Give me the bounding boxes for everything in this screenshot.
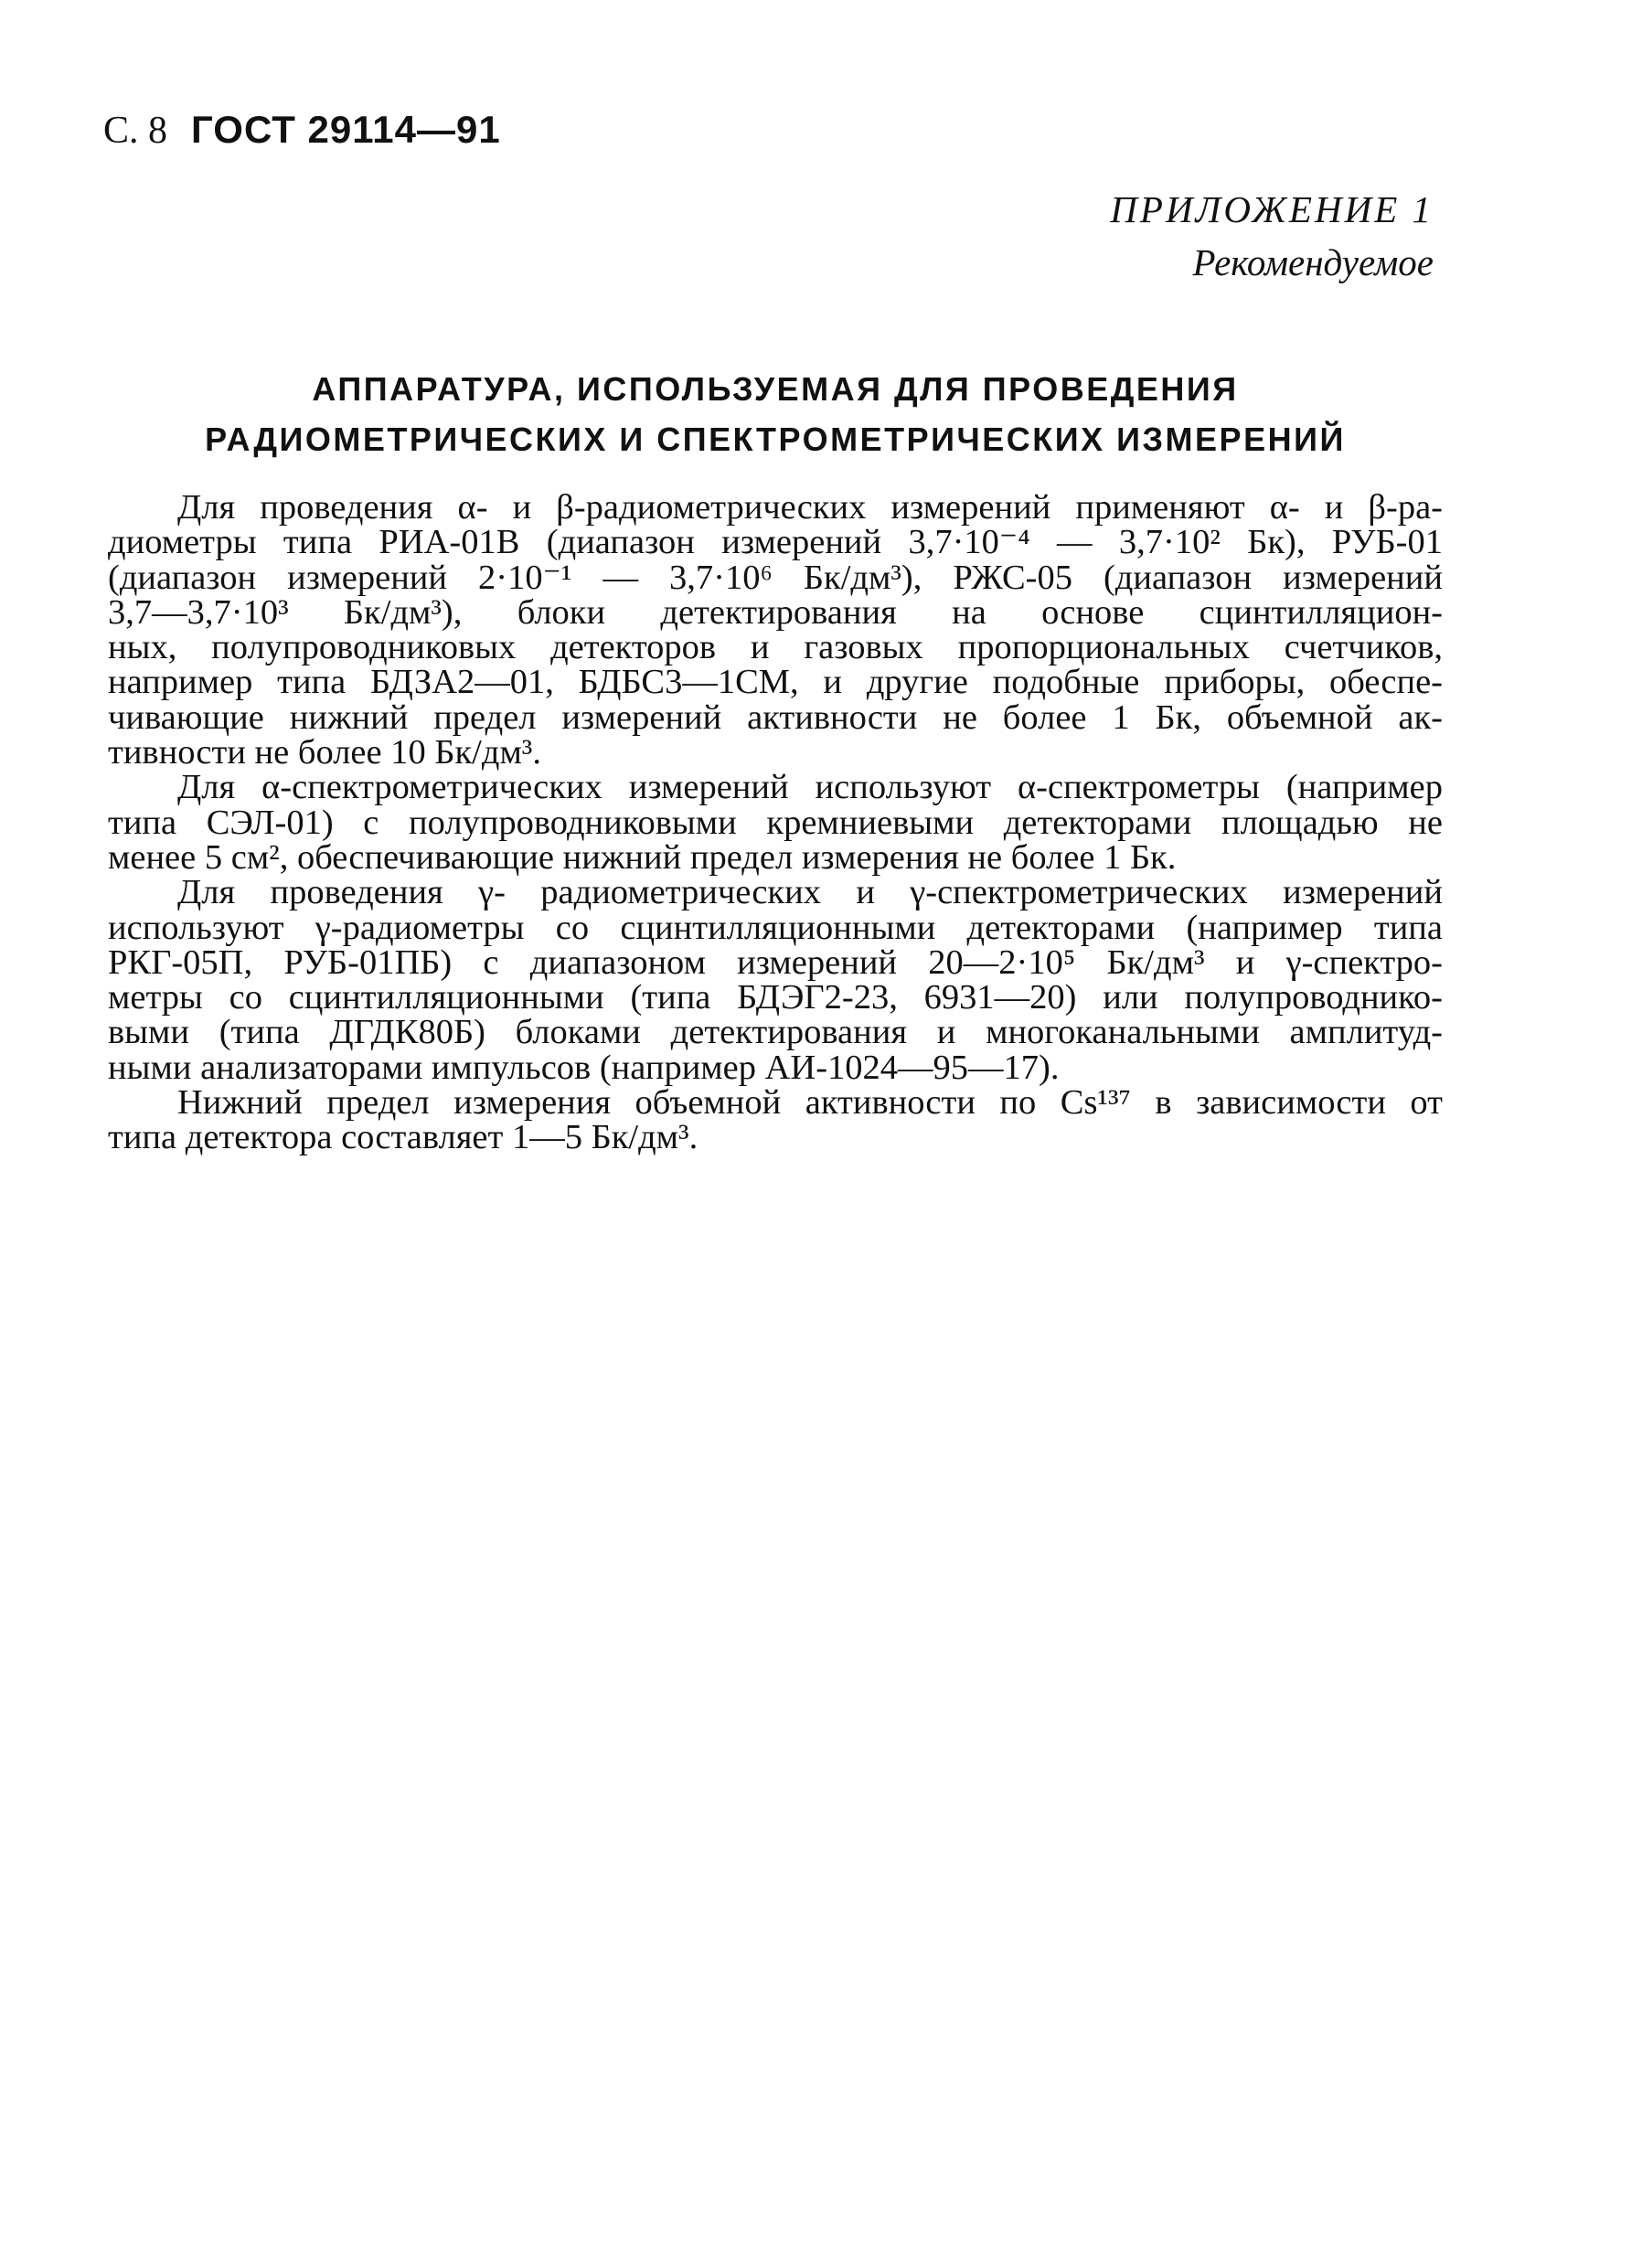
text-line: 3,7—3,7·10³ Бк/дм³), блоки детектирования на основе сцинтилляцион-	[108, 592, 1443, 632]
text-line: (диапазон измерений 2·10⁻¹ — 3,7·10⁶ Бк/дм³), РЖС-05 (диапазон измерений	[108, 558, 1443, 597]
text-line: Для проведения γ- радиометрических и γ-спектрометрических измерений	[177, 873, 1443, 912]
page-header	[103, 102, 501, 158]
text-line: например типа БДЗА2—01, БДБС3—1СМ, и другие подобные приборы, обеспе-	[108, 663, 1443, 702]
text-line: используют γ-радиометры со сцинтилляционными детекторами (например типа	[108, 908, 1443, 947]
paragraph-equipment-alpha-beta	[108, 490, 1443, 770]
appendix-status: Рекомендуемое	[1192, 241, 1434, 283]
page-number: С. 8	[103, 110, 168, 152]
text-line: Для α-спектрометрических измерений используют α-спектрометры (например	[177, 768, 1443, 807]
paragraph-detection-limit	[108, 1085, 1443, 1155]
text-line: менее 5 см², обеспечивающие нижний предел измерения не более 1 Бк.	[108, 837, 1177, 877]
document-title-line: АППАРАТУРА, ИСПОЛЬЗУЕМАЯ ДЛЯ ПРОВЕДЕНИЯ	[312, 370, 1239, 408]
text-line: ными анализаторами импульсов (например АИ-1024—95—17).	[108, 1048, 1060, 1087]
text-line: чивающие нижний предел измерений активности не более 1 Бк, объемной ак-	[108, 697, 1443, 737]
text-line: тивности не более 10 Бк/дм³.	[108, 733, 541, 772]
document-title-line: РАДИОМЕТРИЧЕСКИХ И СПЕКТРОМЕТРИЧЕСКИХ ИЗМЕРЕНИЙ	[205, 421, 1346, 458]
text-line: Для проведения α- и β-радиометрических измерений применяют α- и β-ра-	[177, 488, 1443, 527]
document-title	[110, 364, 1441, 464]
paragraph-equipment-gamma	[108, 875, 1443, 1085]
appendix-title: ПРИЛОЖЕНИЕ 1	[1110, 188, 1434, 230]
paragraph-equipment-alpha-spectrometry	[108, 770, 1443, 875]
standard-designation: ГОСТ 29114—91	[191, 108, 501, 151]
text-line: Нижний предел измерения объемной активности по Cs¹³⁷ в зависимости от	[177, 1083, 1443, 1123]
text-line: диометры типа РИА-01В (диапазон измерений 3,7·10⁻⁴ — 3,7·10² Бк), РУБ-01	[108, 523, 1443, 562]
appendix-label	[1110, 183, 1434, 289]
text-line: РКГ-05П, РУБ-01ПБ) с диапазоном измерений 20—2·10⁵ Бк/дм³ и γ-спектро-	[108, 942, 1443, 982]
text-line: типа детектора составляет 1—5 Бк/дм³.	[108, 1118, 698, 1157]
text-line: выми (типа ДГДК80Б) блоками детектирования и многоканальными амплитуд-	[108, 1013, 1443, 1052]
text-line: ных, полупроводниковых детекторов и газовых пропорциональных счетчиков,	[108, 628, 1443, 667]
text-line: типа СЭЛ-01) с полупроводниковыми кремниевыми детекторами площадью не	[108, 803, 1443, 842]
text-line: метры со сцинтилляционными (типа БДЭГ2-23, 6931—20) или полупроводнико-	[108, 978, 1443, 1017]
body-text	[108, 490, 1443, 1155]
